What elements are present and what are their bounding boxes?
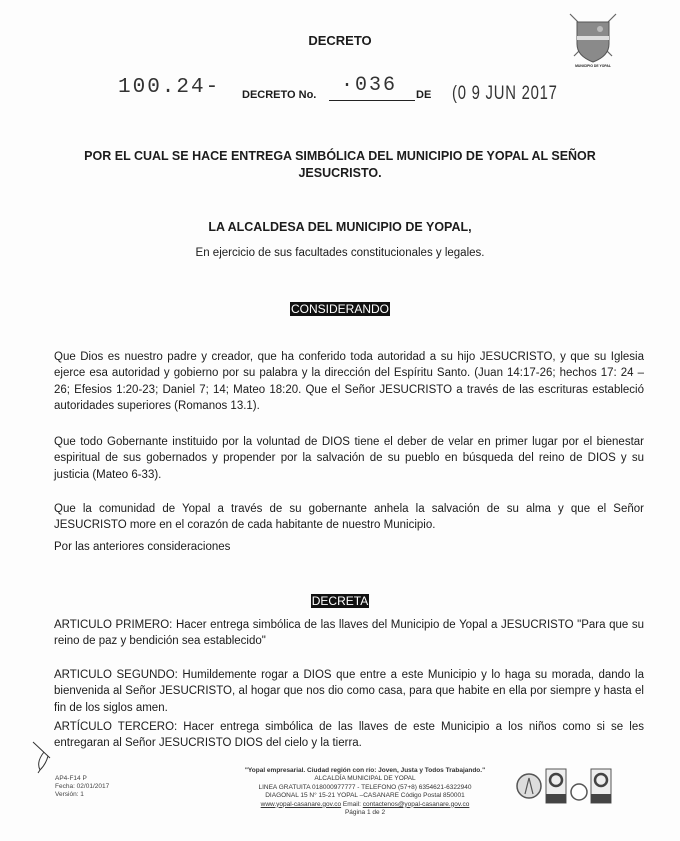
subject-text: POR EL CUAL SE HACE ENTREGA SIMBÓLICA DEL MUNICIPIO DE YOPAL AL SEÑOR JESUCRISTO.: [84, 149, 596, 180]
decree-number-stamp: ·036: [341, 74, 398, 97]
considerando-paragraph: Que todo Gobernante instituido por la voluntad de DIOS tiene el deber de velar en primer lugar por el bienestar espiritual de sus gobernados y propender por la salvación de su pueblo en búsqueda del reino de DIOS y su justicia (Mateo 6-33).: [54, 436, 644, 481]
document-title: DECRETO: [308, 33, 372, 48]
municipality-coat-of-arms-logo: [566, 12, 620, 68]
considerando-paragraph: Que Dios es nuestro padre y creador, que ha conferido toda autoridad a su hijo JESUCRISTO, y que su Iglesia ejerce esa autoridad y gobierno por su palabra y la dirección del Espíritu Santo. (Juan 14:17-26; hechos 17: 24 – 26; Efesios 1:20-23; Daniel 7; 14; Mateo 18:20. Que el Señor JESUCRISTO a través de las escrituras estableció autoridades superiores (Romanos 13.1).: [54, 351, 644, 412]
considerando-paragraph: Que la comunidad de Yopal a través de su gobernante anhela la salvación de su alma y que el Señor JESUCRISTO more en el corazón de cada habitante de nuestro Municipio.: [54, 503, 644, 532]
email-link[interactable]: contactenos@yopal-casanare.gov.co: [362, 800, 470, 808]
footer-contact-info: [215, 767, 515, 817]
decree-number-line: [0, 76, 680, 106]
date-stamp: (0 9 JUN 2017: [452, 83, 558, 104]
decreta-section-heading: [0, 592, 680, 610]
footer-web-email: [215, 801, 515, 809]
article-tercero: ARTÍCULO TERCERO: Hacer entrega simbólica de las llaves de este Municipio a los niños como si se les entregaran al Señor JESUCRISTO DIOS del cielo y la tierra.: [54, 721, 644, 750]
considerando-section-heading: [0, 300, 680, 318]
form-date: Fecha: 02/01/2017: [55, 783, 110, 790]
quality-seal-icon: [517, 774, 541, 798]
footer-form-info: [55, 775, 109, 799]
decreta-label: DECRETA: [311, 594, 369, 608]
article-segundo: ARTICULO SEGUNDO: Humildemente rogar a DIOS que entre a este Municipio y lo haga su morada, dando la bienvenida al Señor JESUCRISTO, al hogar que nos dio como casa, para que habite en ella por siempre y hasta el fin de los siglos amen.: [54, 669, 644, 714]
form-code: AP4-F14 P: [55, 775, 87, 782]
footer-phones: LINEA GRATUITA 018000977777 - TELEFONO (57+8) 6354621-6322940: [258, 783, 472, 791]
icontec-certification-icon: [546, 769, 566, 803]
decree-no-label: DECRETO No.: [242, 89, 317, 101]
footer-office: ALCALDÍA MUNICIPAL DE YOPAL: [314, 775, 416, 783]
de-label: DE: [416, 89, 432, 101]
certification-seals: [515, 766, 625, 806]
authority-title: LA ALCALDESA DEL MUNICIPIO DE YOPAL,: [208, 220, 472, 234]
footer-address: DIAGONAL 15 N° 15-21 YOPAL –CASANARE Código Postal 850001: [265, 792, 465, 800]
page-number: Página 1 de 2: [344, 809, 386, 817]
considerando-paragraph: Por las anteriores consideraciones: [54, 541, 231, 553]
decree-code-stamp: 100.24-: [118, 76, 221, 99]
decree-subject: [0, 148, 680, 182]
article-primero: ARTICULO PRIMERO: Hacer entrega simbólica de las llaves del Municipio de Yopal a JESUCRISTO "Para que su reino de paz y bendición sea establecido": [54, 619, 644, 648]
iqnet-seal-icon: [571, 784, 587, 800]
icontec-certification-2-icon: [591, 769, 611, 803]
authority-subtitle: En ejercicio de sus facultades constitucionales y legales.: [195, 247, 485, 259]
form-version: Versión: 1: [55, 791, 84, 798]
website-link[interactable]: www.yopal-casanare.gov.co: [260, 800, 342, 808]
footer-slogan: "Yopal empresarial. Ciudad región con río: Joven, Justa y Todos Trabajando.": [244, 767, 486, 774]
considerando-label: CONSIDERANDO: [290, 302, 389, 316]
logo-caption: MUNICIPIO DE YOPAL: [575, 64, 611, 68]
decree-number-blank: [329, 100, 415, 101]
handwritten-initials-mark: [30, 740, 60, 774]
email-label: Email:: [342, 800, 361, 808]
